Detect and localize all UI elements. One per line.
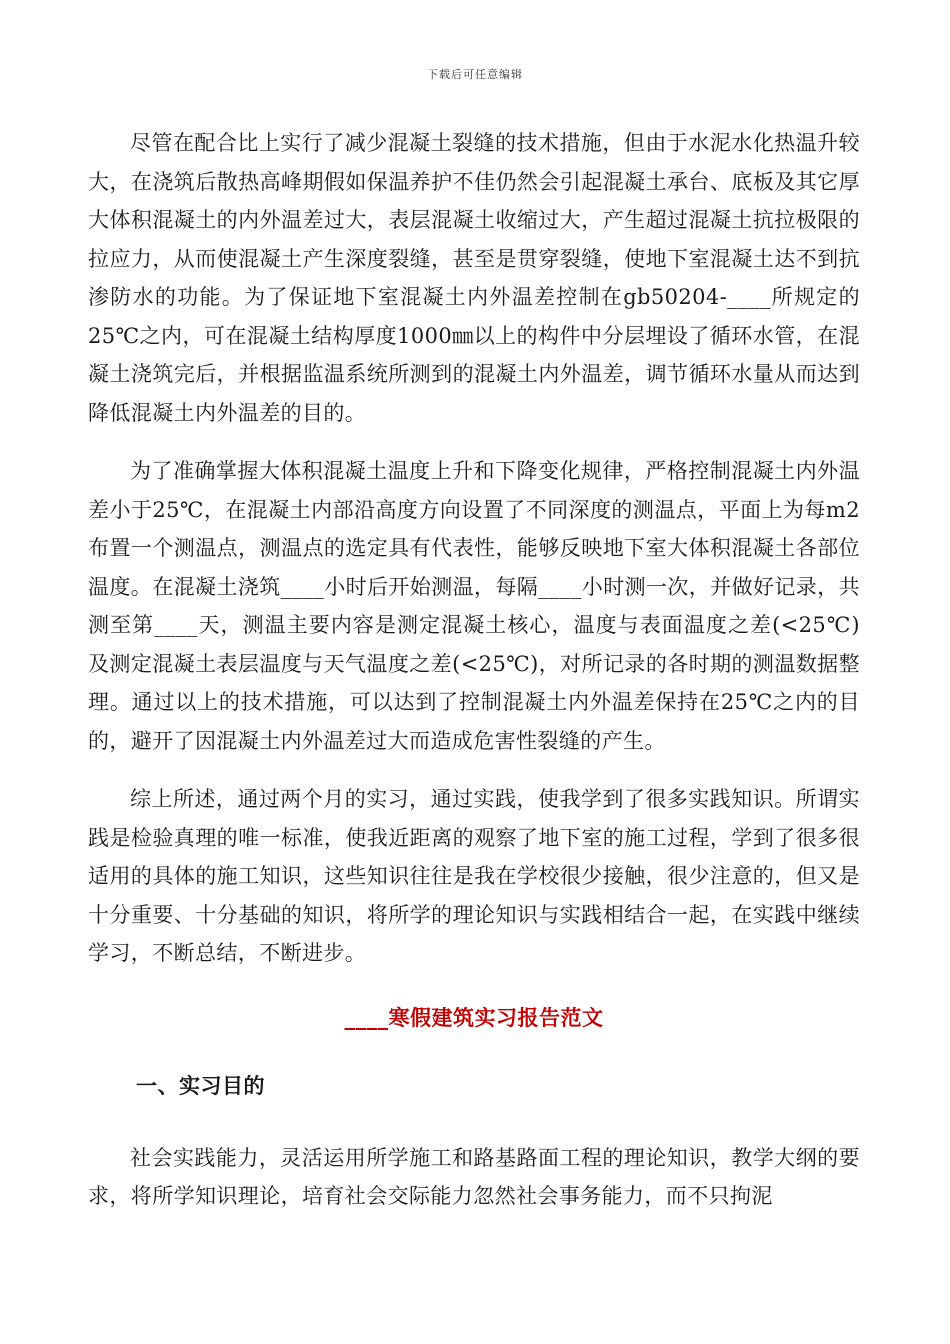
paragraph-summary: 综上所述，通过两个月的实习，通过实践，使我学到了很多实践知识。所谓实践是检验真理的唯一标准，使我近距离的观察了地下室的施工过程，学到了很多很适用的具体的施工知识，这些知识往往是我在学校很少接触，很少注意的，但又是十分重要、十分基础的知识，将所学的理论知识与实践相结合一起，在实践中继续学习，不断总结，不断进步。: [88, 787, 860, 965]
page-header: 下载后可任意编辑: [427, 68, 523, 81]
paragraph-internship-purpose: 社会实践能力，灵活运用所学施工和路基路面工程的理论知识，教学大纲的要求，将所学知识理论，培育社会交际能力忽然社会事务能力，而不只拘泥: [88, 1145, 860, 1208]
paragraph-temperature-monitoring: 为了准确掌握大体积混凝土温度上升和下降变化规律，严格控制混凝土内外温差小于25℃，在混凝土内部沿高度方向设置了不同深度的测温点，平面上为每m2布置一个测温点，测温点的选定具有代表性，能够反映地下室大体积混凝土各部位温度。在混凝土浇筑____小时后开始测温，每隔____小时测一次，并做好记录，共测至第____天，测温主要内容是测定混凝土核心，温度与表面温度之差(<25℃)及测定混凝土表层温度与天气温度之差(<25℃)，对所记录的各时期的测温数据整理。通过以上的技术措施，可以达到了控制混凝土内外温差保持在25℃之内的目的，避开了因混凝土内外温差过大而造成危害性裂缝的产生。: [88, 459, 860, 753]
paragraph-temperature-control: 尽管在配合比上实行了减少混凝土裂缝的技术措施，但由于水泥水化热温升较大，在浇筑后散热高峰期假如保温养护不佳仍然会引起混凝土承台、底板及其它厚大体积混凝土的内外温差过大，表层混凝土收缩过大，产生超过混凝土抗拉极限的拉应力，从而使混凝土产生深度裂缝，甚至是贯穿裂缝，使地下室混凝土达不到抗渗防水的功能。为了保证地下室混凝土内外温差控制在gb50204-____所规定的25℃之内，可在混凝土结构厚度1000㎜以上的构件中分层埋设了循环水管，在混凝土浇筑完后，并根据监温系统所测到的混凝土内外温差，调节循环水量从而达到降低混凝土内外温差的目的。: [88, 131, 860, 425]
document-body: [88, 124, 860, 1216]
section-heading: 一、实习目的: [136, 1073, 265, 1098]
section-title: ____寒假建筑实习报告范文: [344, 1005, 604, 1030]
